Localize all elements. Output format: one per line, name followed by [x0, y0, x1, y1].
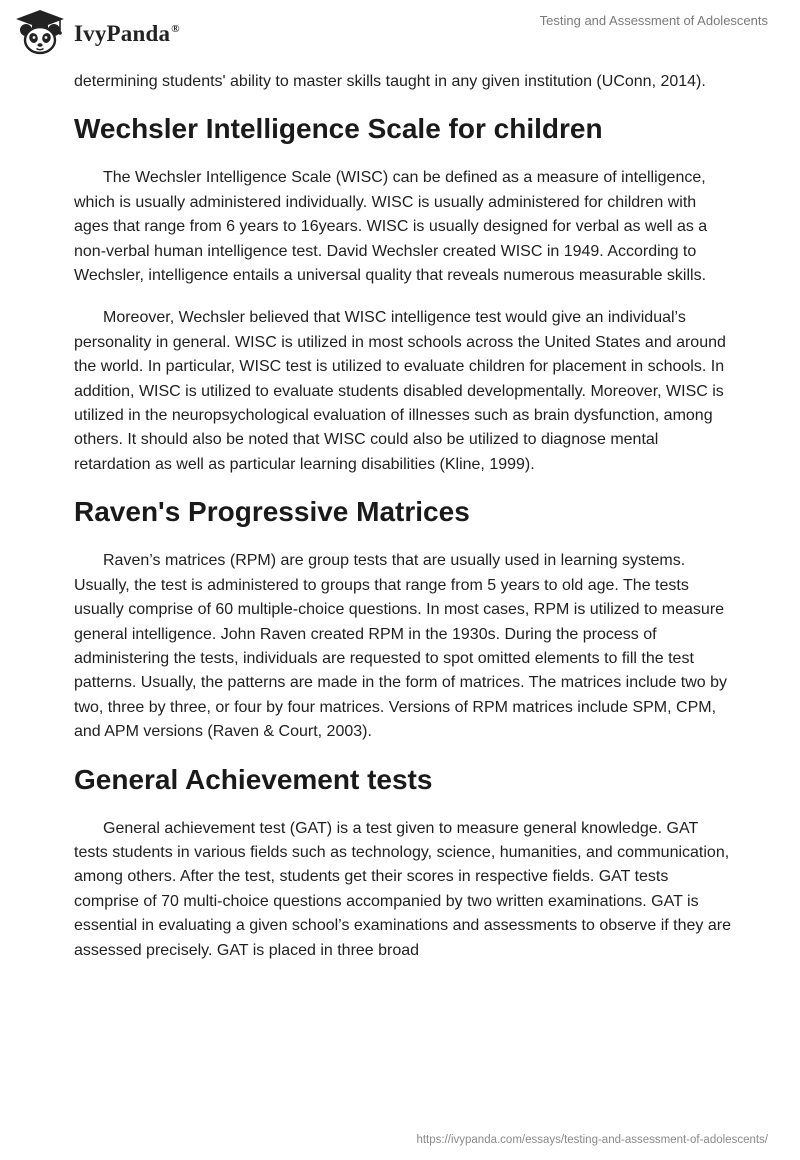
- intro-paragraph: determining students' ability to master skills taught in any given institution (UConn, 2014).: [74, 73, 706, 90]
- section-heading-gat: General Achievement tests: [74, 763, 433, 795]
- brand-logo[interactable]: [14, 8, 180, 56]
- section-heading-wisc: Wechsler Intelligence Scale for children: [74, 113, 603, 145]
- section-heading-raven: Raven's Progressive Matrices: [74, 496, 470, 528]
- paragraph-raven-1: Raven’s matrices (RPM) are group tests that are usually used in learning systems. Usually, the test is administered to groups that range from 5 years to old age. The tests usually comprise of 60 multiple-choice questions. In most cases, RPM is utilized to measure general intelligence. John Raven created RPM in the 1930s. During the process of administering the tests, individuals are requested to spot omitted elements to fill the test patterns. Usually, the patterns are made in the form of matrices. The matrices include two by two, three by three, or four by four matrices. Versions of RPM matrices include SPM, CPM, and APM versions (Raven & Court, 2003).: [74, 552, 728, 741]
- brand-name: [74, 21, 180, 47]
- brand-name-text: IvyPanda: [74, 21, 171, 46]
- page-header: [0, 0, 800, 64]
- paragraph-wisc-2: Moreover, Wechsler believed that WISC intelligence test would give an individual’s personality in general. WISC is utilized in most schools across the United States and around the world. In particular, WISC test is utilized to evaluate children for placement in schools. In addition, WISC is utilized to evaluate students disabled developmentally. Moreover, WISC is utilized in the neuropsychological evaluation of illnesses such as brain dysfunction, among others. It should also be noted that WISC could also be utilized to diagnose mental retardation as well as particular learning disabilities (Kline, 1999).: [74, 309, 726, 473]
- source-url[interactable]: https://ivypanda.com/essays/testing-and-assessment-of-adolescents/: [416, 1134, 768, 1146]
- registered-mark: ®: [171, 23, 180, 36]
- paragraph-gat-1: General achievement test (GAT) is a test given to measure general knowledge. GAT tests students in various fields such as technology, science, humanities, and communication, among others. After the test, students get their scores in respective fields. GAT tests comprise of 70 multi-choice questions accompanied by two written examinations. GAT is essential in evaluating a given school’s examinations and assessments to observe if they are assessed precisely. GAT is placed in three broad: [74, 819, 731, 959]
- document-title: Testing and Assessment of Adolescents: [539, 13, 768, 28]
- panda-graduation-cap-icon: [14, 8, 66, 56]
- essay-body: [74, 70, 734, 981]
- paragraph-wisc-1: The Wechsler Intelligence Scale (WISC) can be defined as a measure of intelligence, which is usually administered individually. WISC is usually administered for children with ages that range from 6 years to 16years. WISC is usually designed for verbal as well as a non-verbal human intelligence test. David Wechsler created WISC in 1949. According to Wechsler, intelligence entails a universal quality that reveals numerous measurable skills.: [74, 169, 708, 285]
